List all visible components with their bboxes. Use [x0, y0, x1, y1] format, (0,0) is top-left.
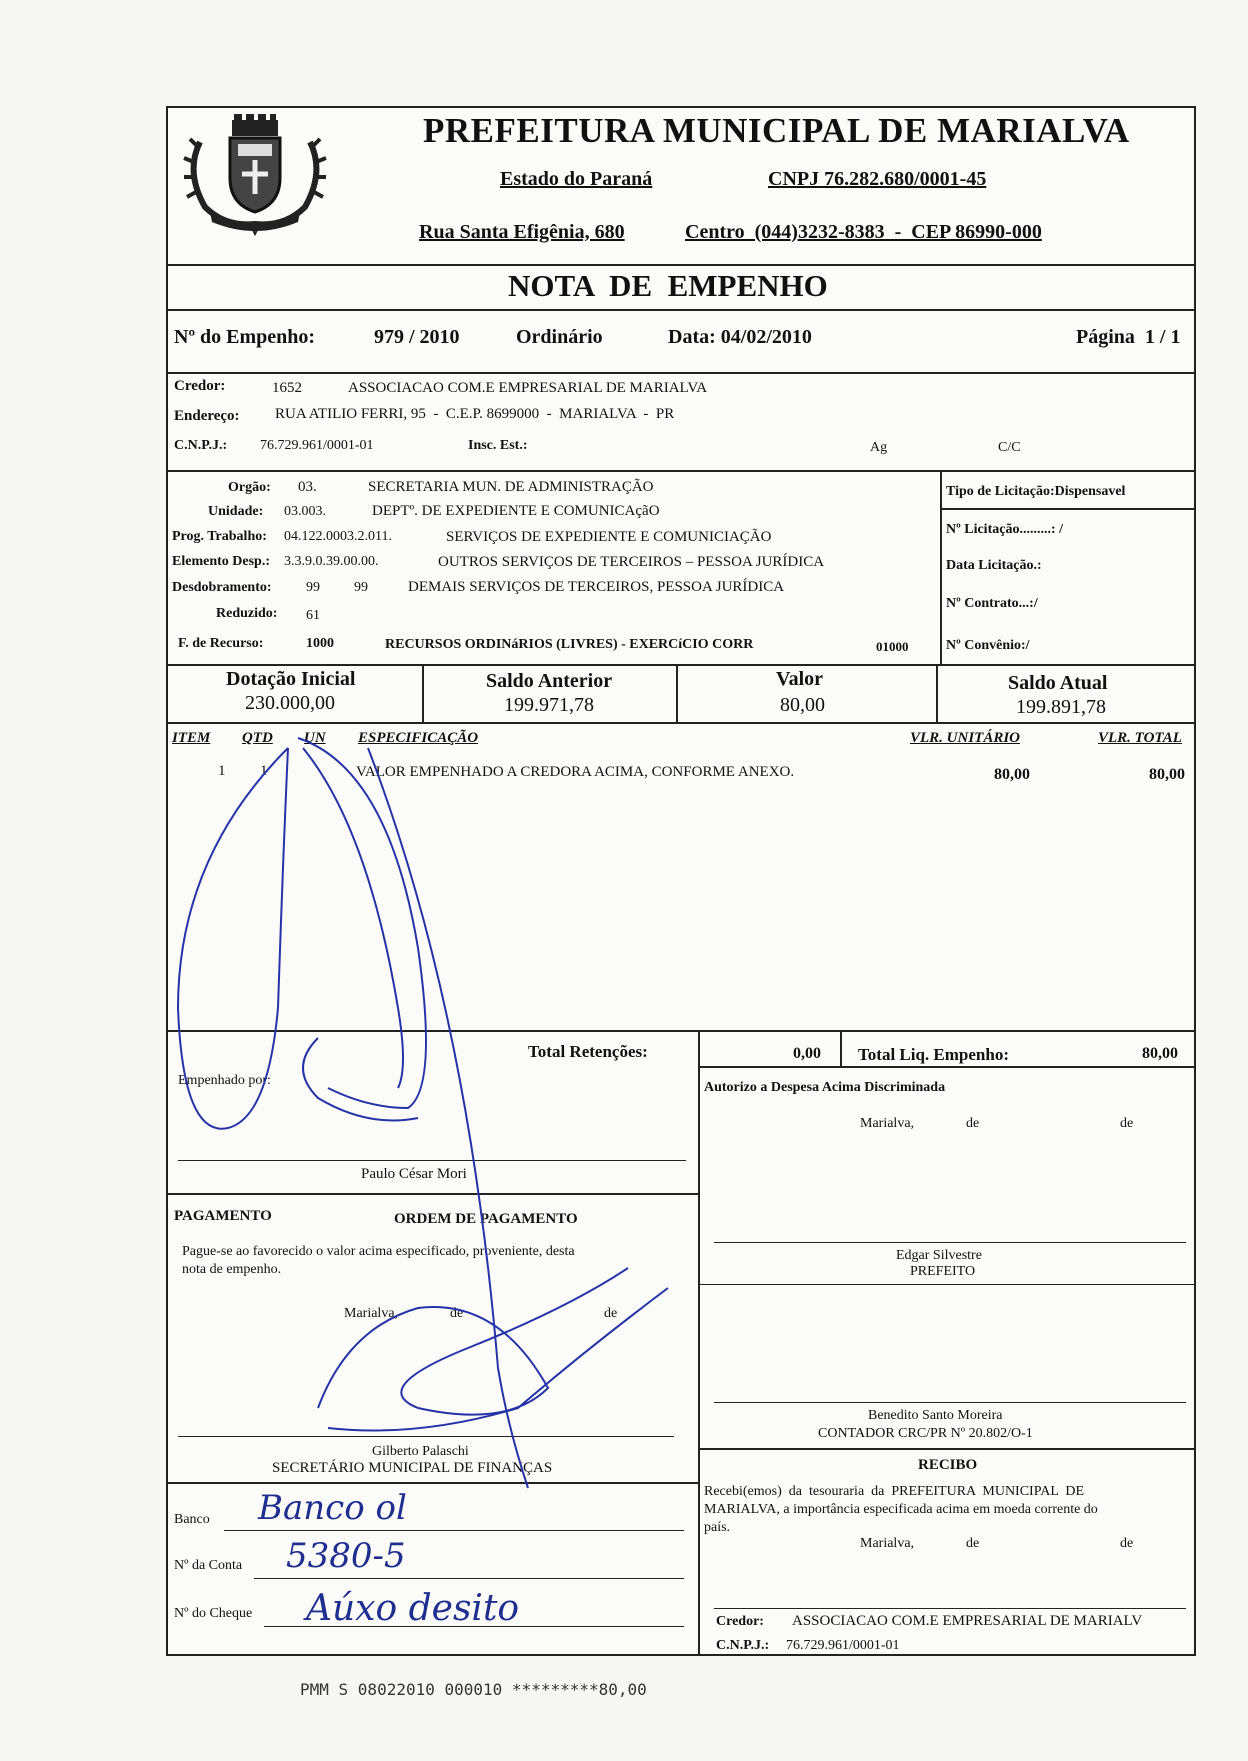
col-un: UN — [304, 730, 326, 746]
secretario-name: Gilberto Palaschi — [372, 1444, 469, 1459]
prog-trabalho-label: Prog. Trabalho: — [172, 529, 267, 544]
saldo-anterior-value: 199.971,78 — [504, 694, 594, 716]
unidade-code: 03.003. — [284, 504, 326, 519]
dotacao-inicial-value: 230.000,00 — [245, 692, 335, 714]
desdobramento-code-2: 99 — [354, 580, 368, 595]
prefeito-title: PREFEITO — [910, 1264, 976, 1279]
elemento-label: Elemento Desp.: — [172, 554, 270, 569]
desdobramento-code-1: 99 — [306, 580, 320, 595]
endereco-label: Endereço: — [174, 408, 240, 424]
credor-code: 1652 — [272, 380, 302, 396]
pague-se-text: Pague-se ao favorecido o valor acima especificado, proveniente, desta — [182, 1244, 575, 1259]
empenho-date: Data: 04/02/2010 — [668, 326, 812, 348]
municipal-crest-icon — [180, 112, 330, 236]
banco-handwritten: Banco ol — [258, 1488, 407, 1528]
orgao-desc: SECRETARIA MUN. DE ADMINISTRAÇÃO — [368, 479, 654, 495]
total-retencoes-label: Total Retenções: — [528, 1042, 648, 1061]
numero-conta-label: Nº da Conta — [174, 1558, 243, 1573]
col-item: ITEM — [172, 730, 211, 746]
pagamento-local: Marialva, — [344, 1306, 399, 1321]
desdobramento-label: Desdobramento: — [172, 580, 272, 595]
recibo-de-2: de — [1120, 1536, 1134, 1551]
state-label: Estado do Paraná — [500, 168, 653, 190]
credor-name: ASSOCIACAO COM.E EMPRESARIAL DE MARIALVA — [348, 380, 708, 396]
secretario-title: SECRETÁRIO MUNICIPAL DE FINANÇAS — [272, 1460, 553, 1476]
document-title: NOTA DE EMPENHO — [508, 268, 828, 303]
credor-address: RUA ATILIO FERRI, 95 - C.E.P. 8699000 - MARIALVA - PR — [275, 406, 675, 422]
data-licitacao: Data Licitação.: — [946, 558, 1042, 573]
saldo-atual-label: Saldo Atual — [1008, 672, 1108, 694]
total-liq-value: 80,00 — [1142, 1045, 1178, 1062]
recibo-cnpj-label: C.N.P.J.: — [716, 1638, 770, 1653]
autorizo-de-2: de — [1120, 1116, 1134, 1131]
empenho-number: 979 / 2010 — [374, 326, 460, 348]
recibo-title: RECIBO — [918, 1457, 978, 1473]
numero-convenio: Nº Convênio:/ — [946, 638, 1030, 653]
signature-strokes — [168, 708, 1196, 1508]
recibo-de-1: de — [966, 1536, 980, 1551]
agencia-label: Ag — [870, 440, 888, 455]
saldo-anterior-label: Saldo Anterior — [486, 670, 613, 692]
numero-contrato: Nº Contrato...:/ — [946, 596, 1038, 611]
recibo-credor-name: ASSOCIACAO COM.E EMPRESARIAL DE MARIALV — [792, 1613, 1143, 1629]
contador-title: CONTADOR CRC/PR Nº 20.802/O-1 — [818, 1426, 1033, 1441]
row-vlr-unitario: 80,00 — [994, 766, 1030, 783]
row-item: 1 — [218, 763, 226, 779]
ordem-de-pagamento-label: ORDEM DE PAGAMENTO — [394, 1211, 578, 1227]
conta-handwritten: 5380-5 — [286, 1536, 406, 1576]
desdobramento-desc: DEMAIS SERVIÇOS DE TERCEIROS, PESSOA JURÍDICA — [408, 579, 785, 595]
valor-value: 80,00 — [780, 694, 825, 716]
valor-label: Valor — [776, 668, 824, 690]
cheque-handwritten: Aúxo desito — [306, 1588, 520, 1629]
pagamento-de-2: de — [604, 1306, 618, 1321]
pague-se-text-2: nota de empenho. — [182, 1262, 282, 1277]
cnpj-label: C.N.P.J.: — [174, 438, 228, 453]
recurso-code: 1000 — [306, 636, 334, 651]
dotacao-inicial-label: Dotação Inicial — [226, 668, 356, 690]
empenho-type: Ordinário — [516, 326, 603, 348]
recibo-text-1: Recebi(emos) da tesouraria da PREFEITURA MUNICIPAL DE — [704, 1484, 1085, 1499]
credor-label: Credor: — [174, 378, 226, 394]
col-vlr-unitario: VLR. UNITÁRIO — [910, 730, 1021, 746]
elemento-code: 3.3.9.0.39.00.00. — [284, 554, 379, 569]
saldo-atual-value: 199.891,78 — [1016, 696, 1106, 718]
municipality-contact: Centro (044)3232-8383 - CEP 86990-000 — [685, 221, 1042, 243]
numero-cheque-label: Nº do Cheque — [174, 1606, 253, 1621]
elemento-desc: OUTROS SERVIÇOS DE TERCEIROS – PESSOA JURÍDICA — [438, 554, 825, 570]
footer-stamp: PMM S 08022010 000010 *********80,00 — [300, 1680, 647, 1699]
prog-trabalho-desc: SERVIÇOS DE EXPEDIENTE E COMUNICIAÇÃO — [446, 529, 772, 545]
pagamento-label: PAGAMENTO — [174, 1208, 272, 1224]
credor-cnpj: 76.729.961/0001-01 — [260, 438, 374, 453]
autorizo-de-1: de — [966, 1116, 980, 1131]
municipality-title: PREFEITURA MUNICIPAL DE MARIALVA — [423, 111, 1130, 150]
unidade-desc: DEPTº. DE EXPEDIENTE E COMUNICAçãO — [372, 503, 660, 519]
pagamento-de-1: de — [450, 1306, 464, 1321]
row-qtd: 1 — [260, 763, 268, 779]
col-especificacao: ESPECIFICAÇÃO — [358, 730, 479, 746]
tipo-licitacao: Tipo de Licitação:Dispensavel — [946, 484, 1126, 499]
recibo-credor-label: Credor: — [716, 1614, 764, 1629]
recurso-label: F. de Recurso: — [178, 636, 264, 651]
recibo-cnpj: 76.729.961/0001-01 — [786, 1638, 900, 1653]
contador-name: Benedito Santo Moreira — [868, 1408, 1003, 1423]
prog-trabalho-code: 04.122.0003.2.011. — [284, 529, 392, 544]
orgao-code: 03. — [298, 479, 317, 495]
col-vlr-total: VLR. TOTAL — [1098, 730, 1182, 746]
unidade-label: Unidade: — [208, 504, 264, 519]
recurso-desc: RECURSOS ORDINáRIOS (LIVRES) - EXERCíCIO CORR — [385, 637, 754, 652]
numero-licitacao: Nº Licitação.........: / — [946, 522, 1063, 537]
autorizo-label: Autorizo a Despesa Acima Discriminada — [704, 1080, 946, 1095]
municipality-address: Rua Santa Efigênia, 680 — [419, 221, 625, 243]
empenhado-por-name: Paulo César Mori — [361, 1166, 467, 1182]
insc-est-label: Insc. Est.: — [468, 438, 528, 453]
total-retencoes-value: 0,00 — [793, 1045, 821, 1062]
recibo-local: Marialva, — [860, 1536, 915, 1551]
reduzido-label: Reduzido: — [216, 606, 278, 621]
empenhado-por-label: Empenhado por: — [178, 1073, 271, 1088]
orgao-label: Orgão: — [228, 480, 271, 495]
municipality-cnpj: CNPJ 76.282.680/0001-45 — [768, 168, 987, 190]
col-qtd: QTD — [242, 730, 273, 746]
banco-label: Banco — [174, 1512, 210, 1527]
total-liq-label: Total Liq. Empenho: — [858, 1045, 1009, 1064]
autorizo-local: Marialva, — [860, 1116, 915, 1131]
nota-de-empenho-form — [166, 106, 1196, 1656]
empenho-number-label: Nº do Empenho: — [174, 326, 316, 348]
page-number: Página 1 / 1 — [1076, 326, 1181, 348]
conta-corrente-label: C/C — [998, 440, 1021, 455]
row-vlr-total: 80,00 — [1149, 766, 1185, 783]
reduzido-code: 61 — [306, 608, 320, 623]
row-especificacao: VALOR EMPENHADO A CREDORA ACIMA, CONFORME ANEXO. — [356, 764, 795, 780]
recurso-number: 01000 — [876, 639, 909, 654]
recibo-text-2: MARIALVA, a importância especificada acima em moeda corrente do — [704, 1502, 1098, 1517]
prefeito-name: Edgar Silvestre — [896, 1248, 982, 1263]
recibo-text-3: país. — [704, 1520, 731, 1535]
